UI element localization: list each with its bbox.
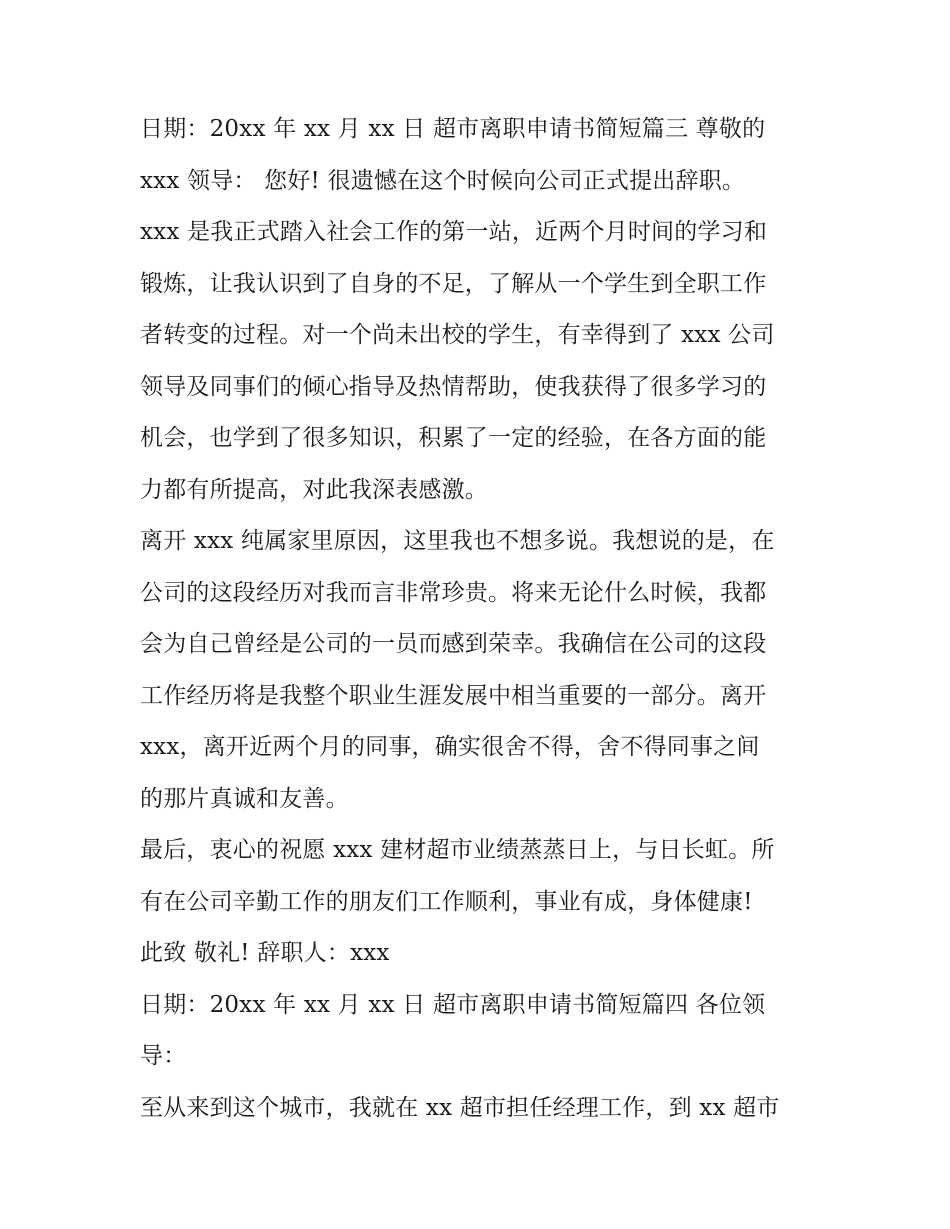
text-line: xxx，离开近两个月的同事，确实很舍不得，舍不得同事之间: [140, 734, 760, 760]
text-line: 力都有所提高，对此我深表感激。: [140, 476, 488, 503]
text-line: 领导及同事们的倾心指导及热情帮助，使我获得了很多学习的: [140, 373, 767, 400]
text-line: 有在公司辛勤工作的朋友们工作顺利，事业有成，身体健康!: [140, 888, 753, 915]
text-line: 离开 xxx 纯属家里原因，这里我也不想多说。我想说的是，在: [140, 528, 775, 554]
text-line: xxx 是我正式踏入社会工作的第一站，近两个月时间的学习和: [140, 219, 768, 245]
text-line: 的那片真诚和友善。: [140, 785, 349, 812]
text-line: xxx 领导： 您好! 很遗憾在这个时候向公司正式提出辞职。: [140, 167, 746, 194]
text-line: 日期：20xx 年 xx 月 xx 日 超市离职申请书简短篇三 尊敬的: [140, 116, 766, 142]
text-line: 最后，衷心的祝愿 xxx 建材超市业绩蒸蒸日上，与日长虹。所: [140, 837, 775, 863]
text-line: 者转变的过程。对一个尚未出校的学生，有幸得到了 xxx 公司: [140, 322, 775, 348]
text-line: 锻炼，让我认识到了自身的不足，了解从一个学生到全职工作: [140, 270, 767, 297]
text-line: 日期：20xx 年 xx 月 xx 日 超市离职申请书简短篇四 各位领: [140, 991, 766, 1018]
text-line: 导：: [140, 1043, 187, 1069]
text-line: 至从来到这个城市，我就在 xx 超市担任经理工作，到 xx 超市: [140, 1094, 780, 1121]
document-body: [140, 106, 820, 1136]
text-line: 此致 敬礼! 辞职人：xxx: [140, 940, 390, 966]
text-line: 公司的这段经历对我而言非常珍贵。将来无论什么时候，我都: [140, 579, 767, 606]
text-line: 工作经历将是我整个职业生涯发展中相当重要的一部分。离开: [140, 682, 767, 709]
text-line: 机会，也学到了很多知识，积累了一定的经验，在各方面的能: [140, 425, 767, 451]
text-line: 会为自己曾经是公司的一员而感到荣幸。我确信在公司的这段: [140, 631, 767, 657]
